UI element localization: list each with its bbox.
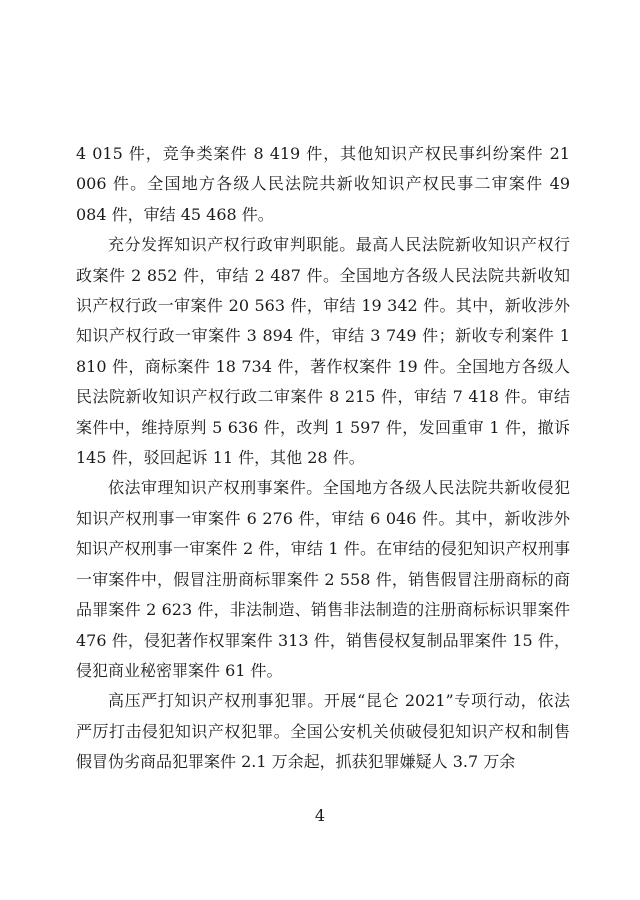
paragraph-civil-cases-continued: 4 015 件，竞争类案件 8 419 件，其他知识产权民事纠纷案件 21 006 件。全国地方各级人民法院共新收知识产权民事二审案件 49 084 件，审结 45 468 件。 [76,144,570,224]
body-text [76,139,570,778]
paragraph-criminal-trials: 依法审理知识产权刑事案件。全国地方各级人民法院共新收侵犯知识产权刑事一审案件 6 276 件，审结 6 046 件。其中，新收涉外知识产权刑事一审案件 2 件，审结 1 件。在审结的侵犯知识产权刑事一审案件中，假冒注册商标罪案件 2 558 件，销售假冒注册商标的商品罪案件 2 623 件，非法制造、销售非法制造的注册商标标识罪案件 476 件，侵犯著作权罪案件 313 件，销售侵权复制品罪案件 15 件，侵犯商业秘密罪案件 61 件。 [76,478,570,680]
page-number: 4 [314,806,326,825]
paragraph-criminal-crackdown: 高压严打知识产权刑事犯罪。开展“昆仑 2021”专项行动，依法严厉打击侵犯知识产权犯罪。全国公安机关侦破侵犯知识产权和制售假冒伪劣商品犯罪案件 2.1 万余起，抓获犯罪嫌疑人 3.7 万余 [76,691,570,772]
paragraph-administrative-trials: 充分发挥知识产权行政审判职能。最高人民法院新收知识产权行政案件 2 852 件，审结 2 487 件。全国地方各级人民法院共新收知识产权行政一审案件 20 563 件，审结 19 342 件。其中，新收涉外知识产权行政一审案件 3 894 件，审结 3 749 件；新收专利案件 1 810 件，商标案件 18 734 件，著作权案件 19 件。全国地方各级人民法院新收知识产权行政二审案件 8 215 件，审结 7 418 件。审结案件中，维持原判 5 636 件，改判 1 597 件，发回重审 1 件，撤诉 145 件，驳回起诉 11 件，其他 28 件。 [76,235,570,468]
